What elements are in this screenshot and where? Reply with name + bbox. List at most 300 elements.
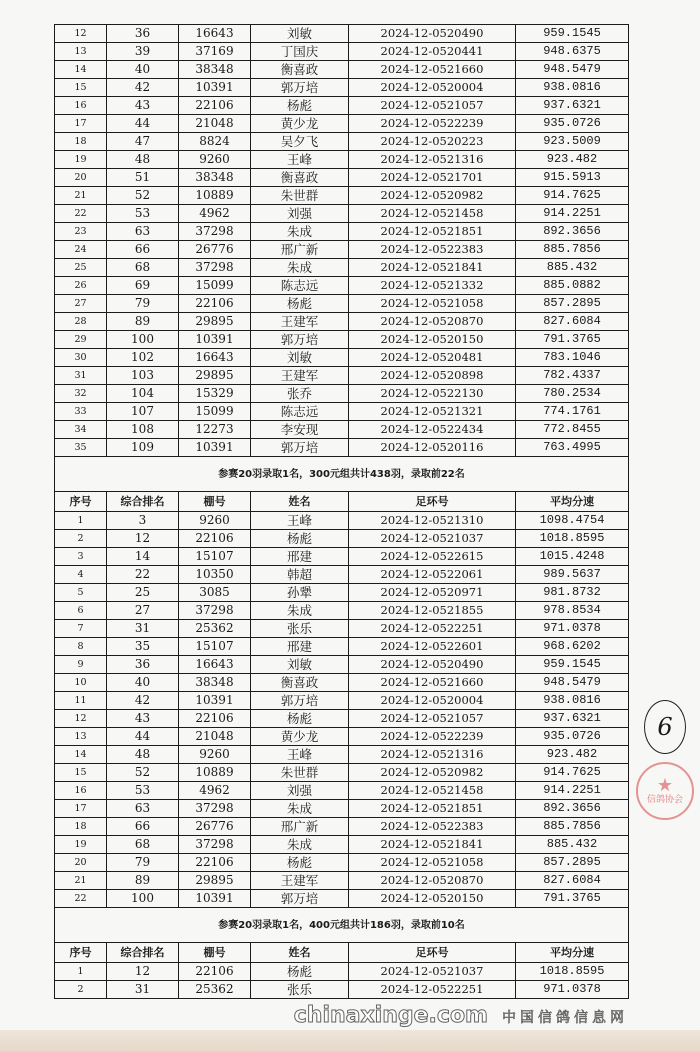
cell-ring-no: 2024-12-0520870 (349, 872, 516, 890)
cell-seq: 21 (55, 187, 107, 205)
cell-overall-rank: 89 (107, 313, 179, 331)
table-row (55, 223, 629, 241)
cell-overall-rank: 100 (107, 331, 179, 349)
cell-overall-rank: 63 (107, 223, 179, 241)
table-row (55, 728, 629, 746)
cell-loft-no: 22106 (179, 97, 251, 115)
cell-loft-no: 9260 (179, 746, 251, 764)
cell-overall-rank: 31 (107, 620, 179, 638)
cell-name: 杨彪 (251, 97, 349, 115)
cell-seq: 23 (55, 223, 107, 241)
cell-loft-no: 22106 (179, 963, 251, 981)
cell-avg-speed: 937.6321 (516, 710, 629, 728)
star-icon: ★ (656, 775, 674, 796)
cell-name: 杨彪 (251, 963, 349, 981)
cell-loft-no: 12273 (179, 421, 251, 439)
table-row (55, 295, 629, 313)
cell-loft-no: 22106 (179, 710, 251, 728)
table-row (55, 548, 629, 566)
cell-ring-no: 2024-12-0521037 (349, 530, 516, 548)
cell-name: 黄少龙 (251, 115, 349, 133)
table-row (55, 25, 629, 43)
cell-loft-no: 10391 (179, 890, 251, 908)
cell-ring-no: 2024-12-0520870 (349, 313, 516, 331)
results-table (54, 24, 629, 999)
cell-seq: 33 (55, 403, 107, 421)
cell-overall-rank: 14 (107, 548, 179, 566)
cell-overall-rank: 43 (107, 710, 179, 728)
cell-ring-no: 2024-12-0522601 (349, 638, 516, 656)
results-sheet (54, 24, 628, 999)
cell-overall-rank: 35 (107, 638, 179, 656)
cell-seq: 1 (55, 512, 107, 530)
cell-name: 王建军 (251, 367, 349, 385)
table-row (55, 963, 629, 981)
cell-overall-rank: 12 (107, 530, 179, 548)
cell-loft-no: 15329 (179, 385, 251, 403)
cell-seq: 19 (55, 151, 107, 169)
cell-overall-rank: 12 (107, 963, 179, 981)
cell-name: 王建军 (251, 313, 349, 331)
cell-name: 杨彪 (251, 710, 349, 728)
cell-avg-speed: 923.482 (516, 151, 629, 169)
table-row (55, 241, 629, 259)
cell-seq: 9 (55, 656, 107, 674)
cell-seq: 24 (55, 241, 107, 259)
cell-loft-no: 10889 (179, 187, 251, 205)
cell-name: 朱世群 (251, 764, 349, 782)
cell-overall-rank: 68 (107, 259, 179, 277)
cell-avg-speed: 857.2895 (516, 854, 629, 872)
cell-seq: 4 (55, 566, 107, 584)
cell-ring-no: 2024-12-0522239 (349, 728, 516, 746)
cell-ring-no: 2024-12-0521316 (349, 746, 516, 764)
cell-ring-no: 2024-12-0521316 (349, 151, 516, 169)
cell-avg-speed: 857.2895 (516, 295, 629, 313)
cell-seq: 14 (55, 746, 107, 764)
cell-name: 李安现 (251, 421, 349, 439)
cell-seq: 34 (55, 421, 107, 439)
cell-seq: 25 (55, 259, 107, 277)
cell-name: 王峰 (251, 512, 349, 530)
cell-seq: 10 (55, 674, 107, 692)
cell-name: 朱成 (251, 223, 349, 241)
table-row (55, 981, 629, 999)
cell-loft-no: 16643 (179, 25, 251, 43)
cell-name: 黄少龙 (251, 728, 349, 746)
margin-marks (634, 700, 696, 820)
cell-overall-rank: 108 (107, 421, 179, 439)
cell-overall-rank: 63 (107, 800, 179, 818)
cell-name: 孙犟 (251, 584, 349, 602)
cell-name: 郭万培 (251, 79, 349, 97)
cell-overall-rank: 40 (107, 674, 179, 692)
table-row (55, 133, 629, 151)
cell-overall-rank: 89 (107, 872, 179, 890)
cell-overall-rank: 27 (107, 602, 179, 620)
cell-loft-no: 25362 (179, 981, 251, 999)
cell-overall-rank: 79 (107, 295, 179, 313)
cell-loft-no: 26776 (179, 241, 251, 259)
cell-loft-no: 37298 (179, 602, 251, 620)
cell-ring-no: 2024-12-0522615 (349, 548, 516, 566)
cell-overall-rank: 36 (107, 656, 179, 674)
cell-loft-no: 10391 (179, 79, 251, 97)
cell-seq: 13 (55, 728, 107, 746)
cell-seq: 16 (55, 782, 107, 800)
cell-overall-rank: 3 (107, 512, 179, 530)
table-row (55, 385, 629, 403)
cell-name: 衡喜政 (251, 674, 349, 692)
cell-seq: 12 (55, 710, 107, 728)
table-row (55, 800, 629, 818)
page-number-mark (644, 700, 686, 754)
cell-avg-speed: 948.6375 (516, 43, 629, 61)
cell-overall-rank: 103 (107, 367, 179, 385)
cell-overall-rank: 53 (107, 205, 179, 223)
cell-seq: 15 (55, 79, 107, 97)
cell-avg-speed: 937.6321 (516, 97, 629, 115)
cell-overall-rank: 47 (107, 133, 179, 151)
cell-avg-speed: 938.0816 (516, 79, 629, 97)
cell-ring-no: 2024-12-0520441 (349, 43, 516, 61)
cell-ring-no: 2024-12-0521057 (349, 710, 516, 728)
cell-name: 朱成 (251, 259, 349, 277)
cell-loft-no: 8824 (179, 133, 251, 151)
cell-avg-speed: 935.0726 (516, 728, 629, 746)
cell-ring-no: 2024-12-0521458 (349, 205, 516, 223)
table-row (55, 169, 629, 187)
cell-seq: 2 (55, 530, 107, 548)
cell-ring-no: 2024-12-0522383 (349, 818, 516, 836)
cell-avg-speed: 989.5637 (516, 566, 629, 584)
column-header-row (55, 492, 629, 512)
cell-seq: 18 (55, 818, 107, 836)
cell-ring-no: 2024-12-0521058 (349, 854, 516, 872)
table-row (55, 313, 629, 331)
cell-ring-no: 2024-12-0522239 (349, 115, 516, 133)
cell-loft-no: 22106 (179, 295, 251, 313)
cell-seq: 12 (55, 25, 107, 43)
table-row (55, 439, 629, 457)
cell-overall-rank: 44 (107, 728, 179, 746)
cell-seq: 21 (55, 872, 107, 890)
table-row (55, 710, 629, 728)
cell-name: 郭万培 (251, 890, 349, 908)
cell-seq: 28 (55, 313, 107, 331)
cell-avg-speed: 1015.4248 (516, 548, 629, 566)
table-row (55, 656, 629, 674)
page-bottom-edge (0, 1030, 700, 1052)
cell-seq: 30 (55, 349, 107, 367)
cell-seq: 19 (55, 836, 107, 854)
table-row (55, 61, 629, 79)
stamp-text: 信鸽协会 (646, 795, 683, 805)
table-row (55, 764, 629, 782)
table-row (55, 205, 629, 223)
cell-seq: 32 (55, 385, 107, 403)
cell-loft-no: 22106 (179, 530, 251, 548)
cell-name: 刘敏 (251, 25, 349, 43)
cell-seq: 18 (55, 133, 107, 151)
cell-ring-no: 2024-12-0520971 (349, 584, 516, 602)
cell-seq: 11 (55, 692, 107, 710)
cell-overall-rank: 79 (107, 854, 179, 872)
cell-avg-speed: 827.6084 (516, 872, 629, 890)
cell-avg-speed: 772.8455 (516, 421, 629, 439)
cell-seq: 17 (55, 800, 107, 818)
table-row (55, 782, 629, 800)
cell-avg-speed: 914.7625 (516, 187, 629, 205)
cell-ring-no: 2024-12-0520490 (349, 25, 516, 43)
cell-ring-no: 2024-12-0521058 (349, 295, 516, 313)
cell-overall-rank: 66 (107, 818, 179, 836)
col-avg-speed: 平均分速 (516, 492, 629, 512)
section3-title: 参赛20羽录取1名，400元组共计186羽，录取前10名 (55, 908, 629, 943)
col-loft-no: 棚号 (179, 492, 251, 512)
cell-loft-no: 16643 (179, 349, 251, 367)
cell-seq: 27 (55, 295, 107, 313)
cell-avg-speed: 885.7856 (516, 818, 629, 836)
table-row (55, 584, 629, 602)
cell-avg-speed: 791.3765 (516, 331, 629, 349)
cell-seq: 7 (55, 620, 107, 638)
cell-ring-no: 2024-12-0520481 (349, 349, 516, 367)
cell-avg-speed: 914.2251 (516, 782, 629, 800)
cell-ring-no: 2024-12-0522130 (349, 385, 516, 403)
cell-name: 衡喜政 (251, 169, 349, 187)
cell-overall-rank: 22 (107, 566, 179, 584)
table-row (55, 259, 629, 277)
cell-name: 吴夕飞 (251, 133, 349, 151)
col-name: 姓名 (251, 943, 349, 963)
cell-ring-no: 2024-12-0521310 (349, 512, 516, 530)
cell-ring-no: 2024-12-0520490 (349, 656, 516, 674)
cell-loft-no: 15107 (179, 638, 251, 656)
cell-loft-no: 37169 (179, 43, 251, 61)
cell-name: 韩超 (251, 566, 349, 584)
cell-overall-rank: 42 (107, 692, 179, 710)
table-row (55, 403, 629, 421)
table-row (55, 692, 629, 710)
cell-avg-speed: 885.432 (516, 259, 629, 277)
cell-ring-no: 2024-12-0521841 (349, 836, 516, 854)
cell-avg-speed: 971.0378 (516, 620, 629, 638)
cell-seq: 31 (55, 367, 107, 385)
cell-avg-speed: 1018.8595 (516, 530, 629, 548)
cell-seq: 8 (55, 638, 107, 656)
red-seal-stamp (636, 762, 694, 820)
cell-loft-no: 21048 (179, 728, 251, 746)
cell-seq: 35 (55, 439, 107, 457)
cell-loft-no: 16643 (179, 656, 251, 674)
cell-name: 郭万培 (251, 692, 349, 710)
cell-avg-speed: 763.4995 (516, 439, 629, 457)
cell-loft-no: 29895 (179, 872, 251, 890)
cell-overall-rank: 104 (107, 385, 179, 403)
cell-avg-speed: 959.1545 (516, 25, 629, 43)
cell-seq: 20 (55, 169, 107, 187)
cell-name: 张乐 (251, 981, 349, 999)
cell-seq: 17 (55, 115, 107, 133)
col-name: 姓名 (251, 492, 349, 512)
section3-header (55, 908, 629, 963)
table-row (55, 97, 629, 115)
cell-name: 杨彪 (251, 295, 349, 313)
cell-avg-speed: 938.0816 (516, 692, 629, 710)
cell-overall-rank: 42 (107, 79, 179, 97)
cell-loft-no: 37298 (179, 223, 251, 241)
cell-overall-rank: 48 (107, 151, 179, 169)
cell-loft-no: 38348 (179, 674, 251, 692)
cell-name: 王峰 (251, 746, 349, 764)
cell-avg-speed: 1098.4754 (516, 512, 629, 530)
section2-header (55, 457, 629, 512)
cell-ring-no: 2024-12-0521321 (349, 403, 516, 421)
cell-seq: 22 (55, 205, 107, 223)
cell-loft-no: 3085 (179, 584, 251, 602)
table-row (55, 566, 629, 584)
cell-ring-no: 2024-12-0521458 (349, 782, 516, 800)
cell-loft-no: 29895 (179, 367, 251, 385)
section1-rows (55, 25, 629, 457)
cell-seq: 3 (55, 548, 107, 566)
cell-avg-speed: 948.5479 (516, 61, 629, 79)
cell-loft-no: 37298 (179, 259, 251, 277)
cell-loft-no: 25362 (179, 620, 251, 638)
cell-name: 刘强 (251, 205, 349, 223)
watermark (54, 1003, 628, 1028)
table-row (55, 638, 629, 656)
table-row (55, 151, 629, 169)
cell-ring-no: 2024-12-0521660 (349, 61, 516, 79)
cell-loft-no: 10391 (179, 692, 251, 710)
cell-avg-speed: 959.1545 (516, 656, 629, 674)
cell-overall-rank: 102 (107, 349, 179, 367)
cell-avg-speed: 782.4337 (516, 367, 629, 385)
cell-name: 张乐 (251, 620, 349, 638)
cell-ring-no: 2024-12-0521332 (349, 277, 516, 295)
cell-avg-speed: 914.2251 (516, 205, 629, 223)
cell-avg-speed: 935.0726 (516, 115, 629, 133)
cell-overall-rank: 39 (107, 43, 179, 61)
table-row (55, 79, 629, 97)
col-overall-rank: 综合排名 (107, 943, 179, 963)
cell-name: 邢广新 (251, 241, 349, 259)
cell-loft-no: 9260 (179, 151, 251, 169)
table-row (55, 512, 629, 530)
watermark-domain: chinaxinge.com (293, 1003, 488, 1028)
cell-overall-rank: 53 (107, 782, 179, 800)
cell-ring-no: 2024-12-0521841 (349, 259, 516, 277)
cell-loft-no: 15099 (179, 277, 251, 295)
cell-avg-speed: 892.3656 (516, 223, 629, 241)
cell-name: 张乔 (251, 385, 349, 403)
table-row (55, 331, 629, 349)
col-seq: 序号 (55, 492, 107, 512)
cell-seq: 2 (55, 981, 107, 999)
column-header-row (55, 943, 629, 963)
col-avg-speed: 平均分速 (516, 943, 629, 963)
cell-ring-no: 2024-12-0520116 (349, 439, 516, 457)
section3-rows (55, 963, 629, 999)
cell-loft-no: 38348 (179, 169, 251, 187)
cell-name: 朱成 (251, 800, 349, 818)
cell-ring-no: 2024-12-0522251 (349, 981, 516, 999)
cell-loft-no: 4962 (179, 782, 251, 800)
table-row (55, 620, 629, 638)
cell-avg-speed: 1018.8595 (516, 963, 629, 981)
cell-seq: 5 (55, 584, 107, 602)
cell-name: 王建军 (251, 872, 349, 890)
cell-avg-speed: 885.0882 (516, 277, 629, 295)
cell-loft-no: 38348 (179, 61, 251, 79)
cell-avg-speed: 968.6202 (516, 638, 629, 656)
cell-loft-no: 21048 (179, 115, 251, 133)
cell-seq: 16 (55, 97, 107, 115)
cell-avg-speed: 923.482 (516, 746, 629, 764)
table-row (55, 872, 629, 890)
cell-ring-no: 2024-12-0520982 (349, 187, 516, 205)
cell-overall-rank: 100 (107, 890, 179, 908)
cell-ring-no: 2024-12-0521701 (349, 169, 516, 187)
cell-loft-no: 15107 (179, 548, 251, 566)
cell-name: 郭万培 (251, 439, 349, 457)
cell-overall-rank: 36 (107, 25, 179, 43)
cell-avg-speed: 971.0378 (516, 981, 629, 999)
cell-ring-no: 2024-12-0520004 (349, 79, 516, 97)
cell-avg-speed: 914.7625 (516, 764, 629, 782)
cell-overall-rank: 40 (107, 61, 179, 79)
cell-avg-speed: 981.8732 (516, 584, 629, 602)
cell-avg-speed: 783.1046 (516, 349, 629, 367)
cell-overall-rank: 31 (107, 981, 179, 999)
table-row (55, 602, 629, 620)
table-row (55, 367, 629, 385)
cell-name: 刘敏 (251, 656, 349, 674)
cell-ring-no: 2024-12-0521851 (349, 223, 516, 241)
cell-overall-rank: 51 (107, 169, 179, 187)
cell-name: 刘敏 (251, 349, 349, 367)
cell-ring-no: 2024-12-0521855 (349, 602, 516, 620)
cell-name: 邢建 (251, 638, 349, 656)
col-ring-no: 足环号 (349, 492, 516, 512)
cell-name: 朱成 (251, 602, 349, 620)
col-overall-rank: 综合排名 (107, 492, 179, 512)
cell-loft-no: 22106 (179, 854, 251, 872)
cell-ring-no: 2024-12-0522251 (349, 620, 516, 638)
cell-loft-no: 37298 (179, 836, 251, 854)
cell-overall-rank: 68 (107, 836, 179, 854)
cell-overall-rank: 44 (107, 115, 179, 133)
cell-seq: 26 (55, 277, 107, 295)
cell-ring-no: 2024-12-0520150 (349, 331, 516, 349)
cell-seq: 1 (55, 963, 107, 981)
cell-seq: 13 (55, 43, 107, 61)
table-row (55, 890, 629, 908)
cell-overall-rank: 109 (107, 439, 179, 457)
cell-name: 衡喜政 (251, 61, 349, 79)
watermark-site-name: 中国信鸽信息网 (502, 1010, 628, 1026)
cell-seq: 20 (55, 854, 107, 872)
cell-ring-no: 2024-12-0522434 (349, 421, 516, 439)
cell-loft-no: 26776 (179, 818, 251, 836)
col-seq: 序号 (55, 943, 107, 963)
cell-loft-no: 10350 (179, 566, 251, 584)
cell-ring-no: 2024-12-0521660 (349, 674, 516, 692)
cell-ring-no: 2024-12-0522383 (349, 241, 516, 259)
cell-name: 刘强 (251, 782, 349, 800)
